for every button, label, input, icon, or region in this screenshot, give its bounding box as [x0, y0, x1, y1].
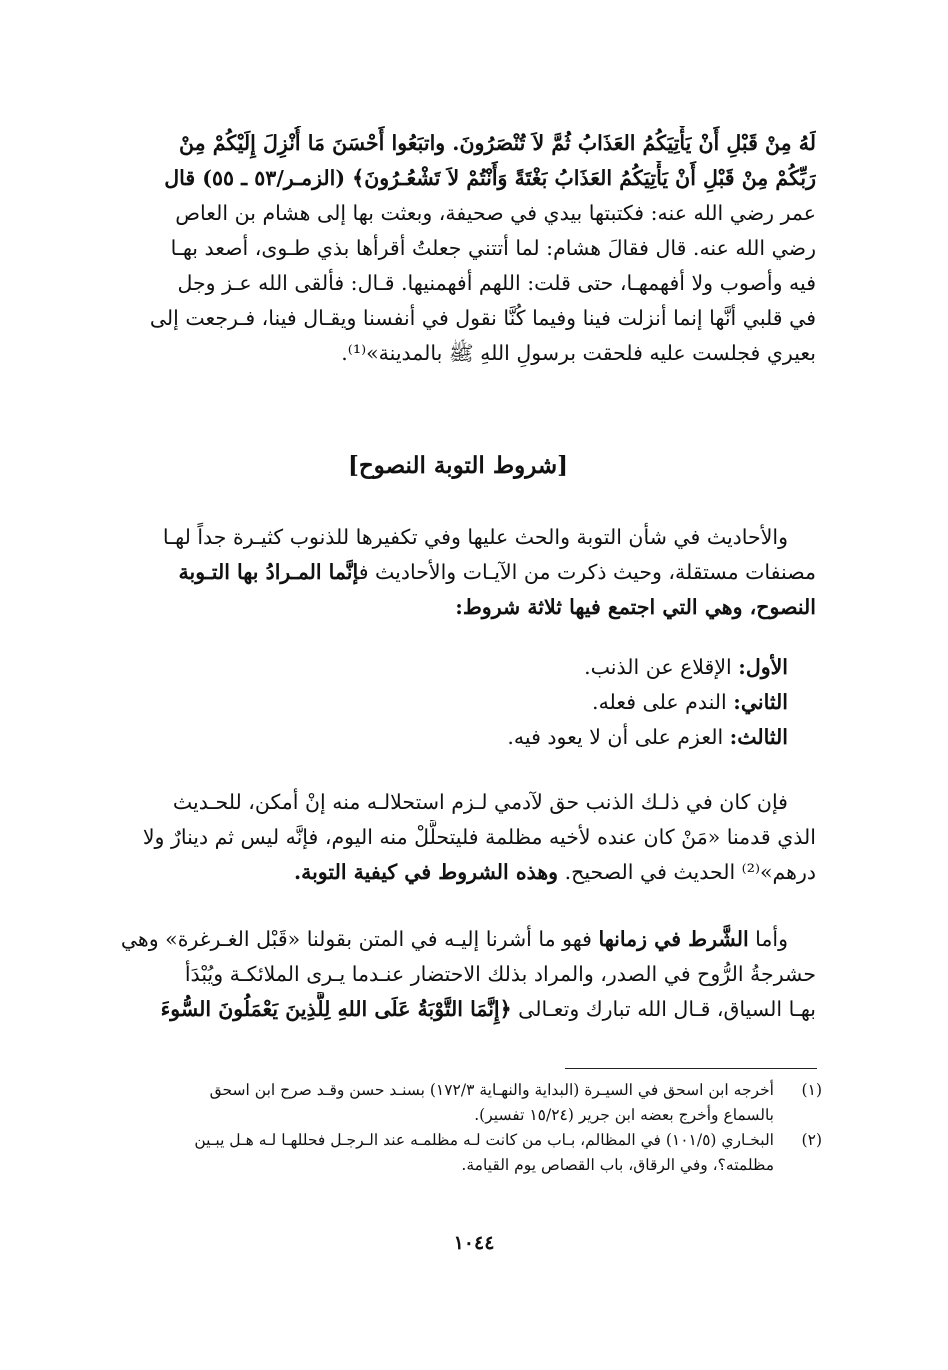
text-line: وأما الشَّرط في زمانها فهو ما أشرنا إليـه في المتن بقولنا «قَبْل الغـرغرة» وهي — [120, 927, 788, 951]
footnote-line: البخـاري (١٠١/٥) في المظالم، بـاب من كانت لـه مظلمـه عند الـرجـل فحللهـا لـه هـل يبـين — [194, 1131, 774, 1149]
page-number: ١٠٤٤ — [453, 1232, 495, 1254]
paragraph-human-rights — [100, 785, 816, 890]
text-line: حشرجةُ الرُّوح في الصدر، والمراد بذلك الاحتضار عنـدما يـرى الملائكـة ويُبْدَأ — [184, 962, 816, 986]
condition-item: الثالث: العزم على أن لا يعود فيه. — [507, 725, 788, 749]
text-line: مصنفات مستقلة، وحيث ذكرت من الآيـات والأحاديث فإنَّما المـرادُ بها التـوبة — [178, 560, 816, 584]
text-line: فيه وأصوب ولا أفهمهـا، حتى قلت: اللهم أفهمنيها. قـال: فألقى الله عـز وجل — [177, 271, 816, 295]
footnote-number: (١) — [801, 1081, 822, 1099]
text-line: بهـا السياق، قـال الله تبارك وتعـالى ﴿إِنَّمَا التَّوْبَةُ عَلَى اللهِ لِلَّذِينَ يَعْمَلُونَ السُّوءَ — [160, 997, 816, 1021]
footnote-line: مظلمته؟، وفي الرقاق، باب القصاص يوم القيامة. — [461, 1156, 774, 1174]
text-line: لَهُ مِنْ قَبْلِ أَنْ يَأْتِيَكُمُ العَذَابُ ثُمَّ لاَ تُنْصَرُونَ. واتبَعُوا أَحْسَنَ مَا أُنْزِلَ إِلَيْكُمْ مِنْ — [179, 131, 816, 155]
text-line: النصوح، وهي التي اجتمع فيها ثلاثة شروط: — [455, 595, 816, 619]
quran-hadith-block — [100, 126, 816, 371]
footnotes — [100, 1078, 822, 1178]
text-line: فإن كان في ذلـك الذنب حق لآدمي لـزم استحلالـه منه إنْ أمكن، للحـديث — [172, 790, 788, 814]
text-line: والأحاديث في شأن التوبة والحث عليها وفي تكفيرها للذنوب كثيـرة جداً لهـا — [162, 525, 788, 549]
text-line: رَبِّكُمْ مِنْ قَبْلِ أَنْ يَأْتِيَكُمُ العَذَابُ بَغْتَةً وَأَنْتُمْ لاَ تَشْعُـرُونَ﴾ (الزمـر/٥٣ ـ ٥٥) قال — [164, 166, 816, 190]
footnote-line: بالسماع وأخرج بعضه ابن جرير (١٥/٢٤ تفسير). — [474, 1106, 774, 1124]
footnote — [100, 1078, 822, 1128]
footnote — [100, 1128, 822, 1178]
text-line: الذي قدمنا «مَنْ كان عنده لأخيه مظلمة فليتحلَّلْ منه اليوم، فإنَّه ليس ثم دينارٌ ولا — [142, 825, 816, 849]
condition-item: الثاني: الندم على فعله. — [592, 690, 788, 714]
footnote-number: (٢) — [801, 1131, 822, 1149]
footnote-divider — [565, 1068, 817, 1069]
text-line: عمر رضي الله عنه: فكتبتها بيدي في صحيفة، وبعثت بها إلى هشام بن العاص — [175, 201, 816, 225]
paragraph-repentance — [100, 520, 816, 625]
footnote-line: أخرجه ابن اسحق في السيـرة (البداية والنهـاية ١٧٢/٣) بسنـد حسن وقـد صرح ابن اسحق — [209, 1081, 774, 1099]
conditions-list — [100, 650, 816, 755]
text-line: في قلبي أنَّها إنما أنزلت فينا وفيما كُنَّا نقول في أنفسنا ويقـال فينا، فـرجعت إلى — [149, 306, 816, 330]
text-line: بعيري فجلست عليه فلحقت برسولِ اللهِ ﷺ بالمدينة»⁽¹⁾. — [341, 341, 816, 365]
text-line: درهم»⁽²⁾ الحديث في الصحيح. وهذه الشروط في كيفية التوبة. — [293, 860, 816, 884]
condition-item: الأول: الإقلاع عن الذنب. — [584, 655, 788, 679]
section-heading: [شروط التوبة النصوح] — [347, 452, 569, 479]
paragraph-timing — [100, 922, 816, 1027]
text-line: رضي الله عنه. قال فقالَ هشام: لما أتتني جعلتُ أقرأها بذي طـوى، أصعد بهـا — [170, 236, 816, 260]
